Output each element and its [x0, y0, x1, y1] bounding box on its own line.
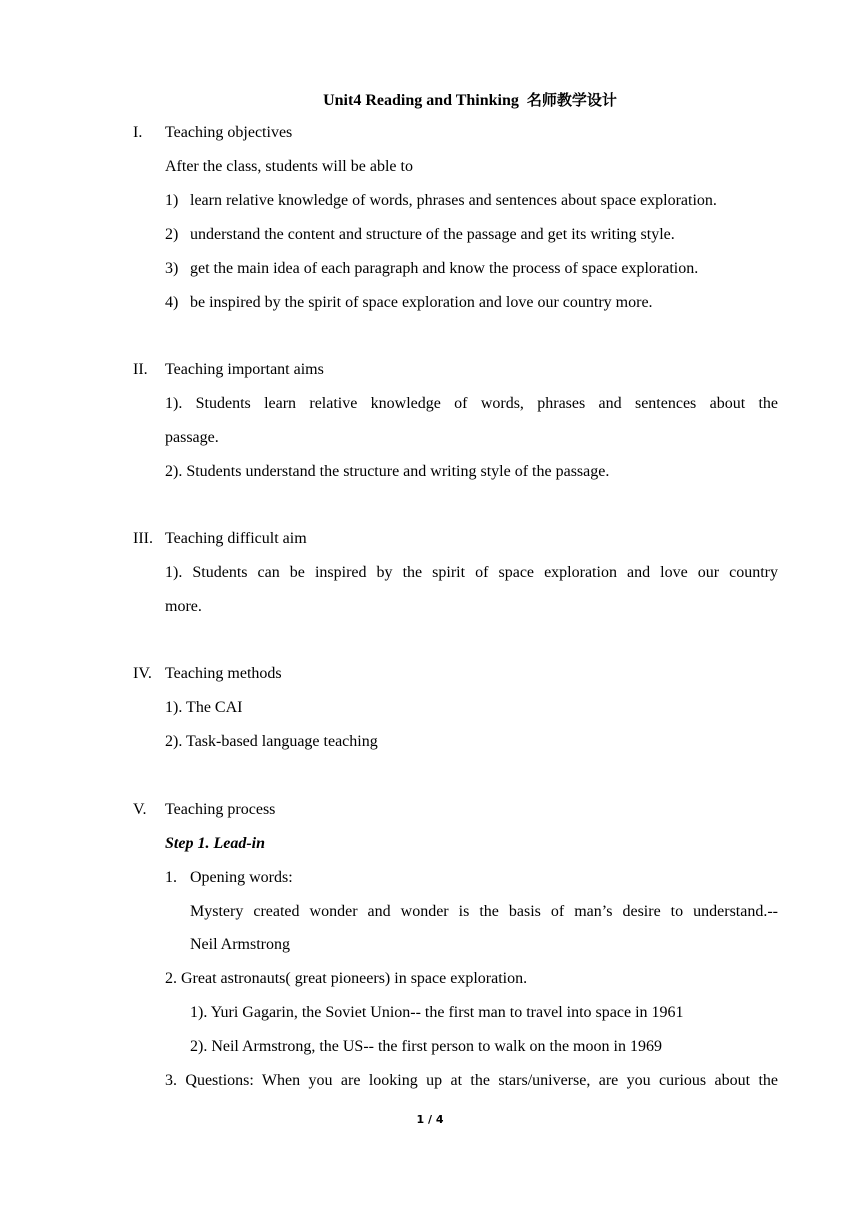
section-1-heading: Teaching objectives — [165, 124, 293, 141]
section-4-numeral: IV. — [133, 665, 152, 682]
section-3-heading: Teaching difficult aim — [165, 530, 307, 547]
objective-3-text: get the main idea of each paragraph and know the process of space exploration. — [190, 260, 699, 277]
section-3-paragraph-1-line-2: more. — [165, 598, 202, 615]
section-2-paragraph-1-line-1: 1). Students learn relative knowledge of words, phrases and sentences about the — [165, 395, 778, 412]
section-2-paragraph-2: 2). Students understand the structure and writing style of the passage. — [165, 463, 610, 480]
objective-1-text: learn relative knowledge of words, phrases and sentences about space exploration. — [190, 192, 717, 209]
objective-2-text: understand the content and structure of the passage and get its writing style. — [190, 226, 675, 243]
objective-1-number: 1) — [165, 192, 179, 209]
section-3-numeral: III. — [133, 530, 153, 547]
process-item-2: 2. Great astronauts( great pioneers) in space exploration. — [165, 970, 528, 987]
title-chinese: 名师教学设计 — [526, 91, 617, 109]
section-2-numeral: II. — [133, 361, 148, 378]
quote-line-2: Neil Armstrong — [190, 936, 290, 953]
section-3-paragraph-1-line-1: 1). Students can be inspired by the spirit of space exploration and love our country — [165, 564, 778, 581]
section-4-method-2: 2). Task-based language teaching — [165, 733, 378, 750]
process-item-3: 3. Questions: When you are looking up at the stars/universe, are you curious about the — [165, 1072, 778, 1089]
process-item-1-number: 1. — [165, 869, 177, 886]
section-2-paragraph-1-line-2: passage. — [165, 429, 219, 446]
process-item-2-sub-1: 1). Yuri Gagarin, the Soviet Union-- the first man to travel into space in 1961 — [190, 1004, 684, 1021]
step-1-heading: Step 1. Lead-in — [165, 835, 265, 852]
process-item-2-sub-2: 2). Neil Armstrong, the US-- the first person to walk on the moon in 1969 — [190, 1038, 662, 1055]
section-4-heading: Teaching methods — [165, 665, 282, 682]
section-1-intro: After the class, students will be able to — [165, 158, 413, 175]
document-title — [0, 90, 860, 111]
objective-2-number: 2) — [165, 226, 179, 243]
section-5-heading: Teaching process — [165, 801, 276, 818]
objective-4-text: be inspired by the spirit of space exploration and love our country more. — [190, 294, 653, 311]
section-4-method-1: 1). The CAI — [165, 699, 243, 716]
page-number: 1 / 4 — [416, 1113, 444, 1126]
section-5-numeral: V. — [133, 801, 147, 818]
objective-3-number: 3) — [165, 260, 179, 277]
quote-line-1: Mystery created wonder and wonder is the basis of man’s desire to understand.-- — [190, 903, 778, 920]
section-2-heading: Teaching important aims — [165, 361, 324, 378]
title-english: Unit4 Reading and Thinking — [323, 92, 519, 109]
process-item-1-text: Opening words: — [190, 869, 293, 886]
objective-4-number: 4) — [165, 294, 179, 311]
section-1-numeral: I. — [133, 124, 143, 141]
